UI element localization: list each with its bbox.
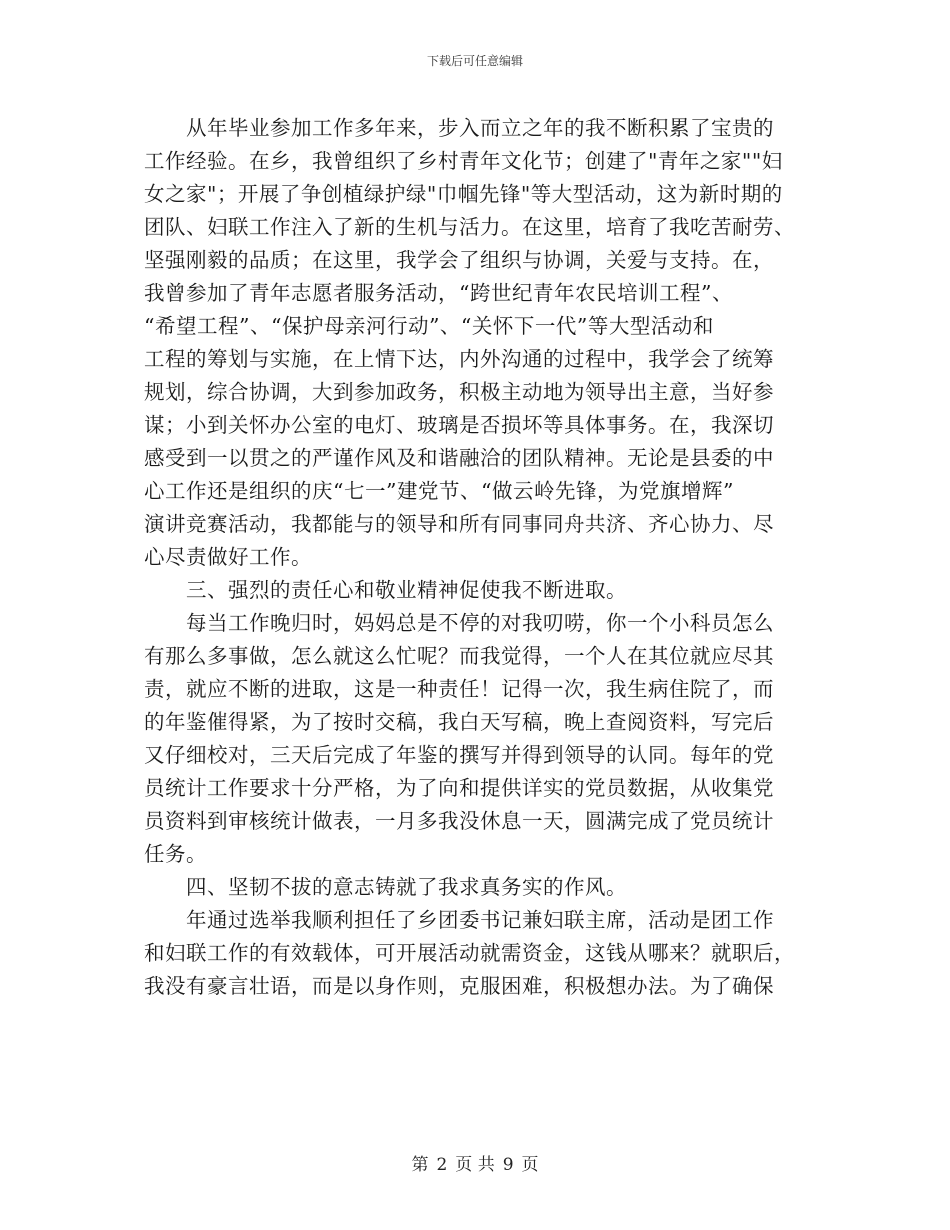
text-line: 女之家"；开展了争创植绿护绿"巾帼先锋"等大型活动，这为新时期的 [144, 182, 783, 206]
text-line: 规划，综合协调，大到参加政务，积极主动地为领导出主意，当好参 [144, 380, 774, 404]
page-footer [0, 1150, 950, 1175]
text-line: 心尽责做好工作。 [144, 545, 312, 569]
text-line: 谋；小到关怀办公室的电灯、玻璃是否损坏等具体事务。在，我深切 [144, 413, 774, 437]
text-line: 又仔细校对，三天后完成了年鉴的撰写并得到领导的认同。每年的党 [144, 743, 774, 767]
text-line: 任务。 [144, 842, 207, 866]
page-total: 9 [502, 1155, 514, 1175]
text-line: 有那么多事做，怎么就这么忙呢？而我觉得，一个人在其位就应尽其 [144, 644, 774, 668]
text-line: 坚强刚毅的品质；在这里，我学会了组织与协调，关爱与支持。在， [144, 248, 774, 272]
text-line: 我曾参加了青年志愿者服务活动，“跨世纪青年农民培训工程”、 [144, 281, 733, 305]
footer-middle: 页 共 [455, 1155, 495, 1175]
text-line: 三、强烈的责任心和敬业精神促使我不断进取。 [186, 578, 627, 602]
text-line: 员资料到审核统计做表，一月多我没休息一天，圆满完成了党员统计 [144, 809, 774, 833]
footer-prefix: 第 [411, 1155, 429, 1175]
text-line: 演讲竞赛活动，我都能与的领导和所有同事同舟共济、齐心协力、尽 [144, 512, 774, 536]
text-line: 的年鉴催得紧，为了按时交稿，我白天写稿，晚上查阅资料，写完后 [144, 710, 774, 734]
text-line: 每当工作晚归时，妈妈总是不停的对我叨唠，你一个小科员怎么 [186, 611, 774, 635]
text-line: 责，就应不断的进取，这是一种责任！记得一次，我生病住院了，而 [144, 677, 774, 701]
text-line: 团队、妇联工作注入了新的生机与活力。在这里，培育了我吃苦耐劳、 [144, 215, 795, 239]
text-line: 我没有豪言壮语，而是以身作则，克服困难，积极想办法。为了确保 [144, 974, 774, 998]
document-body [144, 112, 804, 1003]
page-number: 2 [436, 1155, 448, 1175]
page-header: 下载后可任意编辑 [426, 54, 523, 68]
text-line: 工作经验。在乡，我曾组织了乡村青年文化节；创建了"青年之家""妇 [144, 149, 783, 173]
text-line: “希望工程”、“保护母亲河行动”、“关怀下一代”等大型活动和 [144, 314, 714, 338]
text-line: 年通过选举我顺利担任了乡团委书记兼妇联主席，活动是团工作 [186, 908, 774, 932]
text-line: 员统计工作要求十分严格，为了向和提供详实的党员数据，从收集党 [144, 776, 774, 800]
text-line: 工程的筹划与实施，在上情下达，内外沟通的过程中，我学会了统筹 [144, 347, 774, 371]
text-line: 心工作还是组织的庆“七一”建党节、“做云岭先锋，为党旗增辉” [144, 479, 734, 503]
text-line: 和妇联工作的有效载体，可开展活动就需资金，这钱从哪来？就职后， [144, 941, 795, 965]
text-line: 四、坚韧不拔的意志铸就了我求真务实的作风。 [186, 875, 627, 899]
footer-suffix: 页 [521, 1155, 539, 1175]
text-line: 感受到一以贯之的严谨作风及和谐融洽的团队精神。无论是县委的中 [144, 446, 774, 470]
text-line: 从年毕业参加工作多年来，步入而立之年的我不断积累了宝贵的 [186, 116, 774, 140]
